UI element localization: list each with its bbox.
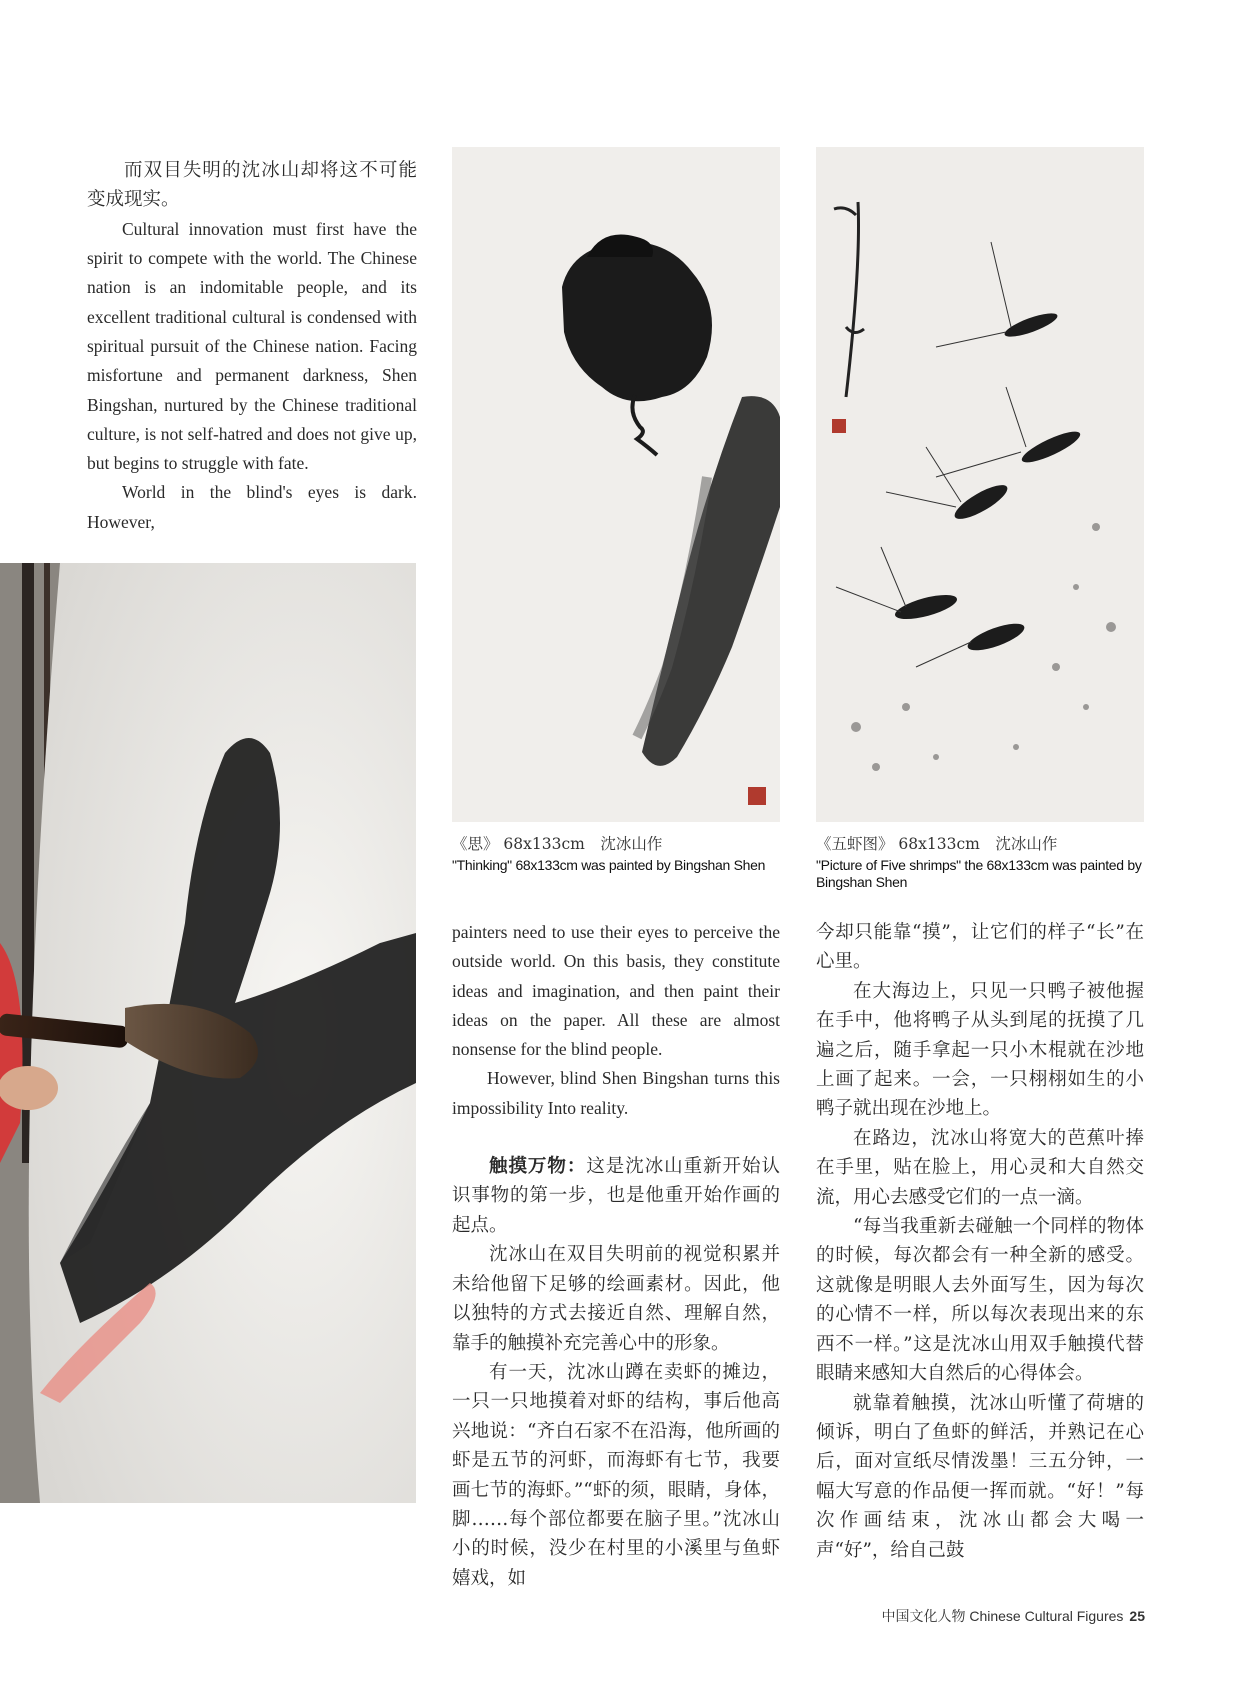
paragraph: However, blind Shen Bingshan turns this impossibility Into reality.	[452, 1068, 780, 1118]
page-number: 25	[1129, 1608, 1145, 1624]
paragraph: 在路边，沈冰山将宽大的芭蕉叶捧在手里，贴在脸上，用心灵和大自然交流，用心去感受它们的一点一滴。	[816, 1127, 1144, 1208]
article-column-1	[87, 156, 417, 537]
article-column-2	[452, 918, 780, 1593]
brush-painting-image	[0, 563, 416, 1503]
section-text: 这是沈冰山重新开始认识事物的第一步，也是他重开始作画的起点。	[452, 1156, 780, 1236]
page-footer	[881, 1606, 1145, 1626]
caption-painting-1	[452, 833, 782, 874]
caption-en: "Thinking" 68x133cm was painted by Bingshan Shen	[452, 857, 766, 873]
paragraph: 沈冰山在双目失明前的视觉积累并未给他留下足够的绘画素材。因此，他以独特的方式去接近自然、理解自然，靠手的触摸补充完善心中的形象。	[452, 1244, 780, 1354]
paragraph: Cultural innovation must first have the spirit to compete with the world. The Chinese nation is an indomitable people, and its excellent traditional cultural is condensed with spiritual pursuit of the Chinese nation. Facing misfortune and permanent darkness, Shen Bingshan, nurtured by the Chinese traditional culture, is not self-hatred and does not give up, but begins to struggle with fate.	[87, 218, 417, 474]
caption-painting-2	[816, 833, 1146, 891]
paragraph-gap	[452, 1123, 780, 1152]
caption-en: "Picture of Five shrimps" the 68x133cm was painted by Bingshan Shen	[816, 857, 1142, 890]
painting-thinking-image	[452, 147, 780, 822]
publication-name: 中国文化人物 Chinese Cultural Figures	[881, 1608, 1124, 1624]
ink-shrimp-artwork	[816, 147, 1144, 822]
painting-five-shrimps-image	[816, 147, 1144, 822]
caption-zh: 《五虾图》 68x133cm 沈冰山作	[816, 835, 1058, 853]
paragraph: World in the blind's eyes is dark. However,	[87, 482, 417, 532]
ink-figure-artwork	[452, 147, 780, 822]
paragraph: 就靠着触摸，沈冰山听懂了荷塘的倾诉，明白了鱼虾的鲜活，并熟记在心后，面对宣纸尽情泼墨！三五分钟，一幅大写意的作品便一挥而就。“好！”每次作画结束，沈冰山都会大喝一声“好”，给自己鼓	[816, 1392, 1144, 1561]
article-column-3	[816, 918, 1144, 1565]
painting-photo	[0, 563, 416, 1503]
paragraph: 在大海边上，只见一只鸭子被他握在手中，他将鸭子从头到尾的抚摸了几遍之后，随手拿起一只小木棍就在沙地上画了起来。一会，一只栩栩如生的小鸭子就出现在沙地上。	[816, 980, 1144, 1120]
caption-zh: 《思》 68x133cm 沈冰山作	[452, 835, 663, 853]
paragraph: 今却只能靠“摸”，让它们的样子“长”在心里。	[816, 922, 1144, 973]
paragraph: “每当我重新去碰触一个同样的物体的时候，每次都会有一种全新的感受。这就像是明眼人去外面写生，因为每次的心情不一样，所以每次表现出来的东西不一样。”这是沈冰山用双手触摸代替眼睛来感知大自然后的心得体会。	[816, 1216, 1144, 1385]
paragraph: 有一天，沈冰山蹲在卖虾的摊边，一只一只地摸着对虾的结构，事后他高兴地说：“齐白石家不在沿海，他所画的虾是五节的河虾，而海虾有七节，我要画七节的海虾。”“虾的须，眼睛，身体，脚……每个部位都要在脑子里。”沈冰山小的时候，没少在村里的小溪里与鱼虾嬉戏，如	[452, 1361, 780, 1589]
paragraph: 而双目失明的沈冰山却将这不可能变成现实。	[87, 160, 417, 211]
paragraph	[452, 1152, 780, 1240]
section-lead: 触摸万物：	[489, 1156, 587, 1178]
paragraph: painters need to use their eyes to perceive the outside world. On this basis, they constitute ideas and imagination, and then paint their ideas on the paper. All these are almost nonsense for the blind people.	[452, 922, 780, 1060]
